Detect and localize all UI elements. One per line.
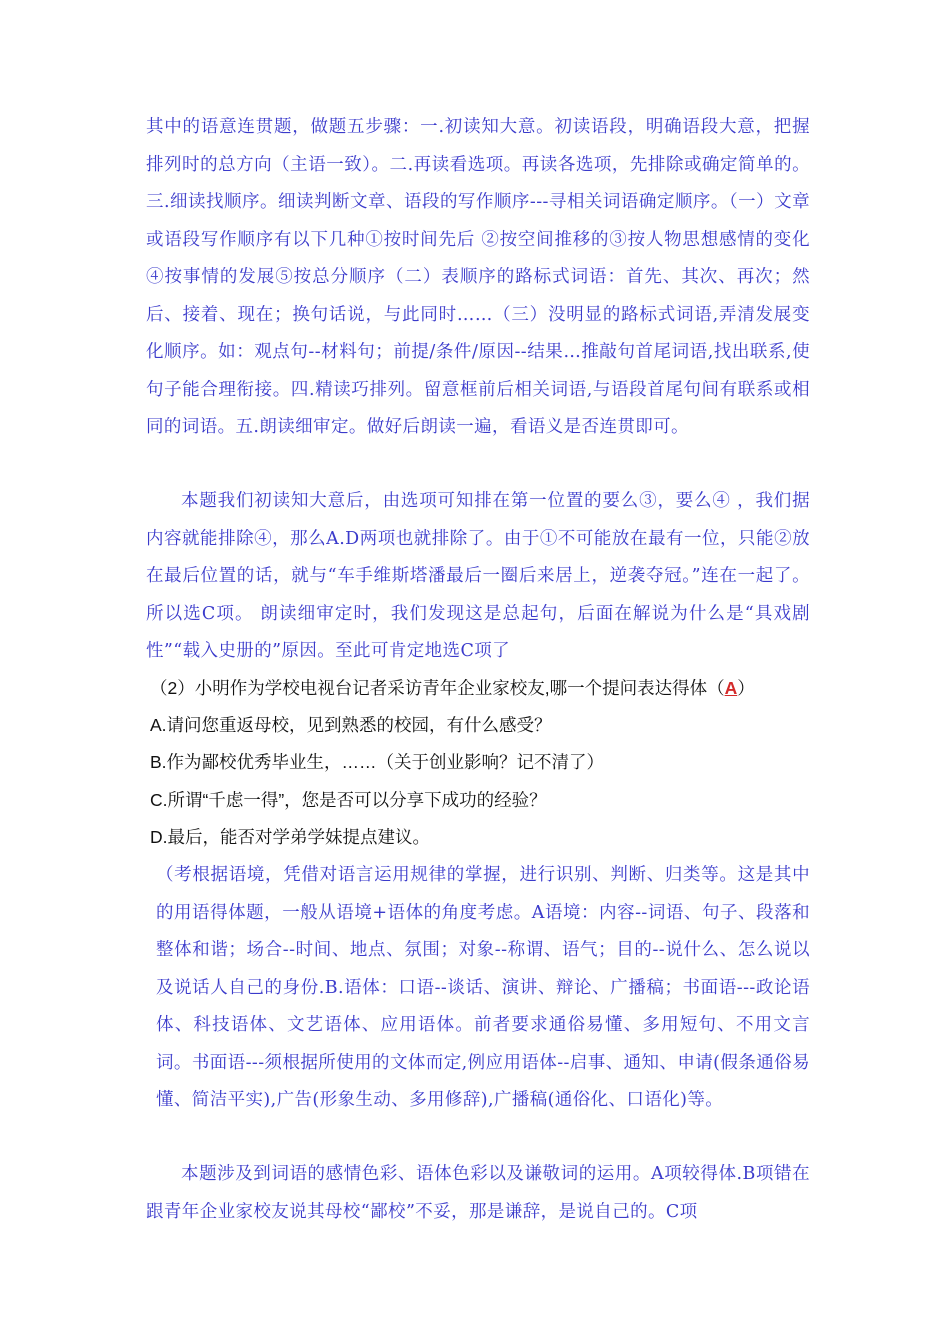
explanation-paragraph-2: 本题涉及到词语的感情色彩、语体色彩以及谦敬词的运用。A项较得体.B项错在跟青年企业家校友说其母校“鄙校”不妥，那是谦辞，是说自己的。C项 [146, 1164, 810, 1222]
question-2-stem-text: （2）小明作为学校电视台记者采访青年企业家校友,哪一个提问表达得体（ [150, 678, 725, 698]
explanation-paragraph-1: （考根据语境，凭借对语言运用规律的掌握，进行识别、判断、归类等。这是其中的用语得体题，一般从语境+语体的角度考虑。A语境：内容--词语、句子、段落和整体和谐；场合--时间、地点、氛围；对象--称谓、语气；目的--说什么、怎么说以及说话人自己的身份.B.语体：口语--谈话、演讲、辩论、广播稿；书面语---政论语体、科技语体、文艺语体、应用语体。前者要求通俗易懂、多用短句、不用文言词。书面语---须根据所使用的文体而定,例应用语体--启事、通知、申请(假条通俗易懂、简洁平实),广告(形象生动、多用修辞),广播稿(通俗化、口语化)等。 [156, 865, 810, 1110]
option-a: A.请问您重返母校，见到熟悉的校园，有什么感受？ [150, 715, 552, 735]
option-d: D.最后，能否对学弟学妹提点建议。 [150, 827, 430, 847]
option-c: C.所谓“千虑一得”，您是否可以分享下成功的经验？ [150, 790, 547, 810]
analysis-paragraph-2: 本题我们初读知大意后，由选项可知排在第一位置的要么③，要么④ ，我们据内容就能排除④，那么A.D两项也就排除了。由于①不可能放在最有一位，只能②放在最后位置的话，就与“车手维斯塔潘最后一圈后来居上，逆袭夺冠。”连在一起了。所以选C项。 朗读细审定时，我们发现这是总起句，后面在解说为什么是“具戏剧性”“载入史册的”原因。至此可肯定地选C项了 [146, 491, 810, 661]
analysis-paragraph-1: 其中的语意连贯题，做题五步骤：一.初读知大意。初读语段，明确语段大意，把握排列时的总方向（主语一致）。二.再读看选项。再读各选项，先排除或确定简单的。三.细读找顺序。细读判断文章、语段的写作顺序---寻相关词语确定顺序。（一）文章或语段写作顺序有以下几种①按时间先后 ②按空间推移的③按人物思想感情的变化④按事情的发展⑤按总分顺序（二）表顺序的路标式词语：首先、其次、再次；然后、接着、现在；换句话说，与此同时……（三）没明显的路标式词语,弄清发展变化顺序。如：观点句--材料句；前提/条件/原因--结果…推敲句首尾词语,找出联系,使句子能合理衔接。四.精读巧排列。留意框前后相关词语,与语段首尾句间有联系或相同的词语。五.朗读细审定。做好后朗读一遍，看语义是否连贯即可。 [146, 117, 810, 437]
question-2-answer: A [724, 678, 738, 698]
option-b: B.作为鄙校优秀毕业生，……（关于创业影响？记不清了） [150, 752, 605, 772]
question-2-stem [150, 670, 814, 708]
question-2-stem-end: ） [737, 678, 755, 698]
